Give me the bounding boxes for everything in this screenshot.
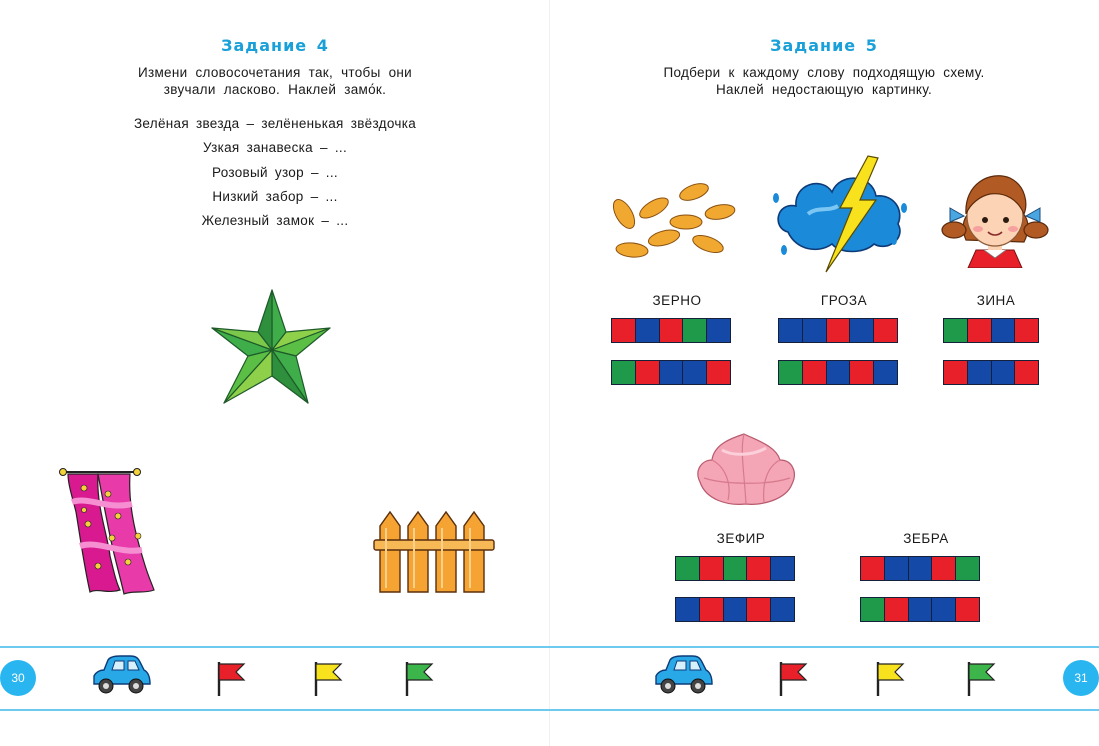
scheme-cell-red (931, 556, 956, 581)
footer-line-top (0, 646, 1099, 648)
scheme-cell-blue (770, 556, 795, 581)
red-flag-icon (214, 660, 248, 698)
scheme-cell-blue (991, 318, 1016, 343)
curtain-icon (58, 466, 158, 598)
scheme-cell-blue (908, 556, 933, 581)
scheme-cell-red (1014, 318, 1039, 343)
word-label-zerno: ЗЕРНО (652, 293, 702, 308)
phrase-line-4: Низкий забор – ... (212, 189, 338, 204)
girl-icon (940, 164, 1050, 268)
left-instruction-line-1: Измени словосочетания так, чтобы они (137, 65, 413, 80)
scheme-cell-red (826, 318, 851, 343)
scheme-cell-green (778, 360, 803, 385)
phrase-line-3: Розовый узор – ... (212, 165, 338, 180)
scheme-cell-blue (675, 597, 700, 622)
grain-icon (608, 178, 740, 264)
scheme-cell-blue (908, 597, 933, 622)
scheme-cell-red (955, 597, 980, 622)
car-icon (88, 654, 152, 698)
left-instruction (55, 64, 495, 98)
scheme-cell-red (611, 318, 636, 343)
scheme-cell-green (611, 360, 636, 385)
star-icon (210, 288, 334, 406)
scheme-cell-red (706, 360, 731, 385)
right-instruction-line-1: Подбери к каждому слову подходящую схему. (663, 65, 985, 80)
fence-icon (372, 508, 496, 598)
scheme-cell-blue (659, 360, 684, 385)
yellow-flag-icon (311, 660, 345, 698)
scheme-cell-red (1014, 360, 1039, 385)
scheme-cell-green (723, 556, 748, 581)
scheme-cell-blue (682, 360, 707, 385)
scheme-cell-blue (723, 597, 748, 622)
scheme-cell-red (884, 597, 909, 622)
red-flag-icon (776, 660, 810, 698)
scheme-cell-blue (873, 360, 898, 385)
scheme-cell-blue (770, 597, 795, 622)
page-spine (549, 0, 550, 746)
scheme-cell-blue (884, 556, 909, 581)
scheme-cell-blue (991, 360, 1016, 385)
scheme-cell-red (802, 360, 827, 385)
scheme-cell-red (873, 318, 898, 343)
word-label-groza: ГРОЗА (820, 293, 868, 308)
phrase-line-5: Железный замок – ... (201, 213, 349, 228)
scheme-cell-green (682, 318, 707, 343)
scheme-cell-red (746, 556, 771, 581)
scheme-cell-red (860, 556, 885, 581)
car-icon (650, 654, 714, 698)
scheme-cell-green (860, 597, 885, 622)
footer-line-bottom (0, 709, 1099, 711)
scheme-cell-blue (802, 318, 827, 343)
scheme-groza-2[interactable] (778, 360, 898, 385)
scheme-zina-2[interactable] (943, 360, 1039, 385)
scheme-cell-blue (849, 318, 874, 343)
left-instruction-line-2: звучали ласково. Наклей замо́к. (163, 82, 387, 97)
scheme-cell-red (746, 597, 771, 622)
scheme-cell-red (967, 318, 992, 343)
meringue-icon (692, 430, 800, 508)
phrase-line-1: Зелёная звезда – зелёненькая звёздочка (133, 116, 417, 131)
right-task-title: Задание 5 (770, 36, 878, 55)
scheme-cell-green (675, 556, 700, 581)
scheme-cell-blue (826, 360, 851, 385)
scheme-cell-green (955, 556, 980, 581)
green-flag-icon (402, 660, 436, 698)
scheme-cell-blue (635, 318, 660, 343)
yellow-flag-icon (873, 660, 907, 698)
scheme-cell-red (943, 360, 968, 385)
scheme-cell-red (659, 318, 684, 343)
scheme-cell-red (699, 597, 724, 622)
scheme-cell-red (849, 360, 874, 385)
word-label-zefir: ЗЕФИР (716, 531, 766, 546)
scheme-cell-green (943, 318, 968, 343)
scheme-zerno-1[interactable] (611, 318, 731, 343)
page-number-right: 31 (1063, 660, 1099, 696)
green-flag-icon (964, 660, 998, 698)
scheme-zefir-1[interactable] (675, 556, 795, 581)
page-number-left: 30 (0, 660, 36, 696)
word-label-zina: ЗИНА (976, 293, 1016, 308)
phrase-line-2: Узкая занавеска – ... (203, 140, 347, 155)
scheme-groza-1[interactable] (778, 318, 898, 343)
scheme-cell-blue (931, 597, 956, 622)
left-task-title: Задание 4 (221, 36, 329, 55)
storm-cloud-icon (768, 154, 910, 276)
scheme-cell-blue (967, 360, 992, 385)
scheme-cell-blue (778, 318, 803, 343)
scheme-zina-1[interactable] (943, 318, 1039, 343)
right-instruction-line-2: Наклей недостающую картинку. (715, 82, 933, 97)
scheme-cell-blue (706, 318, 731, 343)
right-instruction (604, 64, 1044, 98)
scheme-zebra-1[interactable] (860, 556, 980, 581)
scheme-zefir-2[interactable] (675, 597, 795, 622)
scheme-zebra-2[interactable] (860, 597, 980, 622)
scheme-zerno-2[interactable] (611, 360, 731, 385)
scheme-cell-red (635, 360, 660, 385)
word-label-zebra: ЗЕБРА (903, 531, 949, 546)
scheme-cell-red (699, 556, 724, 581)
